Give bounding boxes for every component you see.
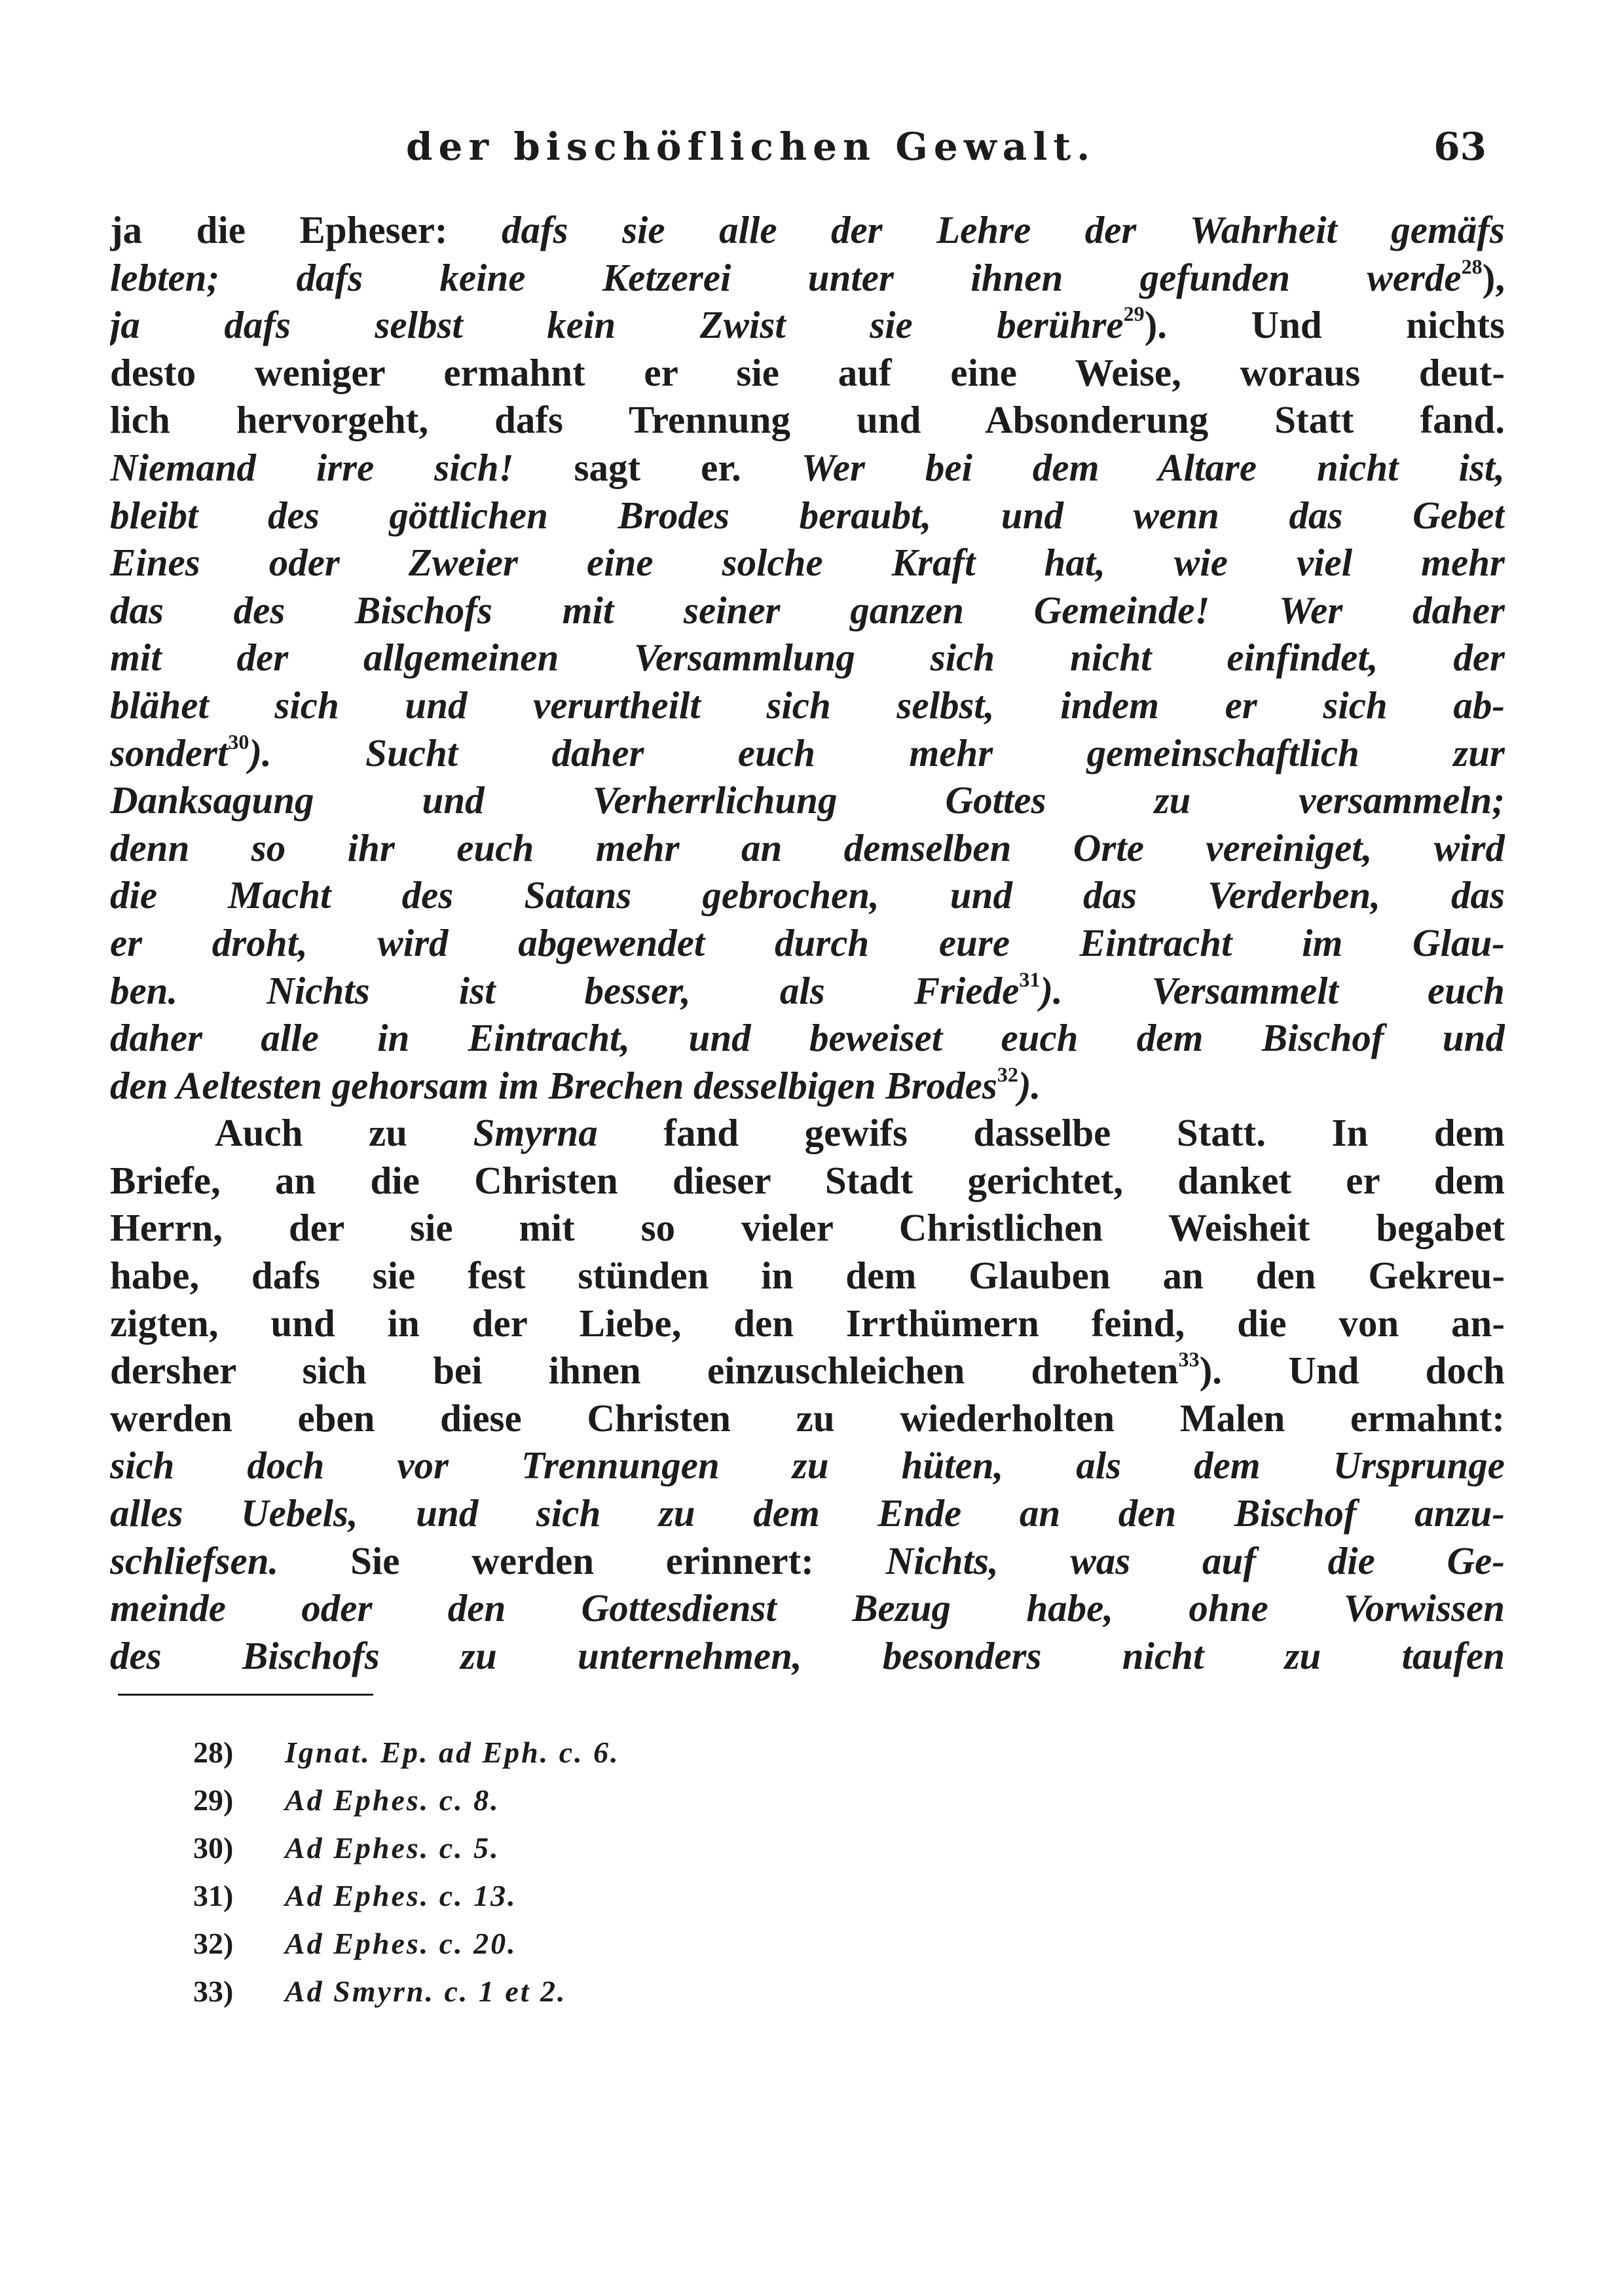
text-line: Briefe, an die Christen dieser Stadt gerichtet, danket er dem [110,1158,1505,1202]
text-line: meinde oder den Gottesdienst Bezug habe, ohne Vorwissen [110,1586,1505,1630]
footnote-item: 30) Ad Ephes. c. 5. [193,1831,500,1865]
page-number: 63 [1433,124,1486,169]
text-line: sondert$^{30}$). Sucht daher euch mehr gemeinschaftlich zur [110,729,1505,774]
text-line: habe, dafs sie fest stünden in dem Glauben an den Gekreu- [110,1254,1505,1298]
text-line: alles Uebels, und sich zu dem Ende an den Bischof anzu- [110,1491,1505,1535]
text-line: mit der allgemeinen Versammlung sich nicht einfindet, der [110,636,1505,680]
text-line: daher alle in Eintracht, und beweiset euch dem Bischof und [110,1016,1505,1060]
text-line: zigten, und in der Liebe, den Irrthümern feind, die von an- [110,1301,1505,1345]
running-title: der bischöflichen Gewalt. [406,124,1096,169]
text-line: des Bischofs zu unternehmen, besonders nicht zu taufen [110,1633,1505,1677]
footnote-item: 31) Ad Ephes. c. 13. [193,1879,517,1912]
text-line: bleibt des göttlichen Brodes beraubt, und wenn das Gebet [110,493,1505,537]
footnote-ref-30: 30 [228,729,249,754]
text-line: lebten; dafs keine Ketzerei unter ihnen gefunden werde$^{28}$), [110,254,1505,299]
text-line: denn so ihr euch mehr an demselben Orte vereiniget, wird [110,826,1505,869]
text-line: schliefsen. Sie werden erinnert: Nichts, was auf die Ge- [110,1539,1505,1582]
text-line: Niemand irre sich! sagt er. Wer bei dem Altare nicht ist, [110,445,1505,489]
text-line: Auch zu Smyrna fand gewifs dasselbe Statt. In dem [215,1111,1505,1155]
footnote-separator [118,1694,373,1696]
text-line: sich doch vor Trennungen zu hüten, als dem Ursprunge [110,1444,1505,1487]
main-text [110,206,1505,1679]
footnote-ref-32: 32 [997,1062,1018,1086]
text-line: desto weniger ermahnt er sie auf eine Weise, woraus deut- [110,350,1505,394]
text-line: Herrn, der sie mit so vieler Christlichen Weisheit begabet [110,1206,1505,1250]
text-line: Danksagung und Verherrlichung Gottes zu versammeln; [110,778,1505,822]
text-line: ja dafs selbst kein Zwist sie berühre$^{29}$). Und nichts [110,302,1505,347]
text-line: das des Bischofs mit seiner ganzen Gemeinde! Wer daher [110,588,1505,632]
running-header [406,124,1486,190]
footnote-item: 32) Ad Ephes. c. 20. [193,1927,517,1960]
footnote-item: 29) Ad Ephes. c. 8. [193,1783,500,1817]
footnote-ref-31: 31 [1019,967,1041,991]
text-line: er droht, wird abgewendet durch eure Eintracht im Glau- [110,920,1505,964]
text-line: die Macht des Satans gebrochen, und das Verderben, das [110,873,1505,917]
footnote-ref-29: 29 [1123,302,1145,326]
footnote-item: 28) Ignat. Ep. ad Eph. c. 6. [193,1736,620,1769]
text-line: dersher sich bei ihnen einzuschleichen droheten$^{33}$). Und doch [110,1347,1505,1393]
text-line: ben. Nichts ist besser, als Friede$^{31}$). Versammelt euch [110,967,1505,1012]
footnotes [193,1728,979,2015]
text-line: lich hervorgeht, dafs Trennung und Absonderung Statt fand. [110,398,1505,442]
footnote-item: 33) Ad Smyrn. c. 1 et 2. [193,1975,567,2008]
text-line: den Aeltesten gehorsam im Brechen desselbigen Brodes$^{32}$). [110,1062,1041,1107]
text-line: ja die Epheser: dafs sie alle der Lehre der Wahrheit gemäfs [110,208,1505,251]
footnote-ref-28: 28 [1461,254,1483,278]
text-line: Eines oder Zweier eine solche Kraft hat, wie viel mehr [110,541,1505,585]
text-line: blähet sich und verurtheilt sich selbst, indem er sich ab- [110,683,1505,727]
text-line: werden eben diese Christen zu wiederholten Malen ermahnt: [110,1396,1505,1440]
footnote-ref-33: 33 [1178,1347,1200,1372]
